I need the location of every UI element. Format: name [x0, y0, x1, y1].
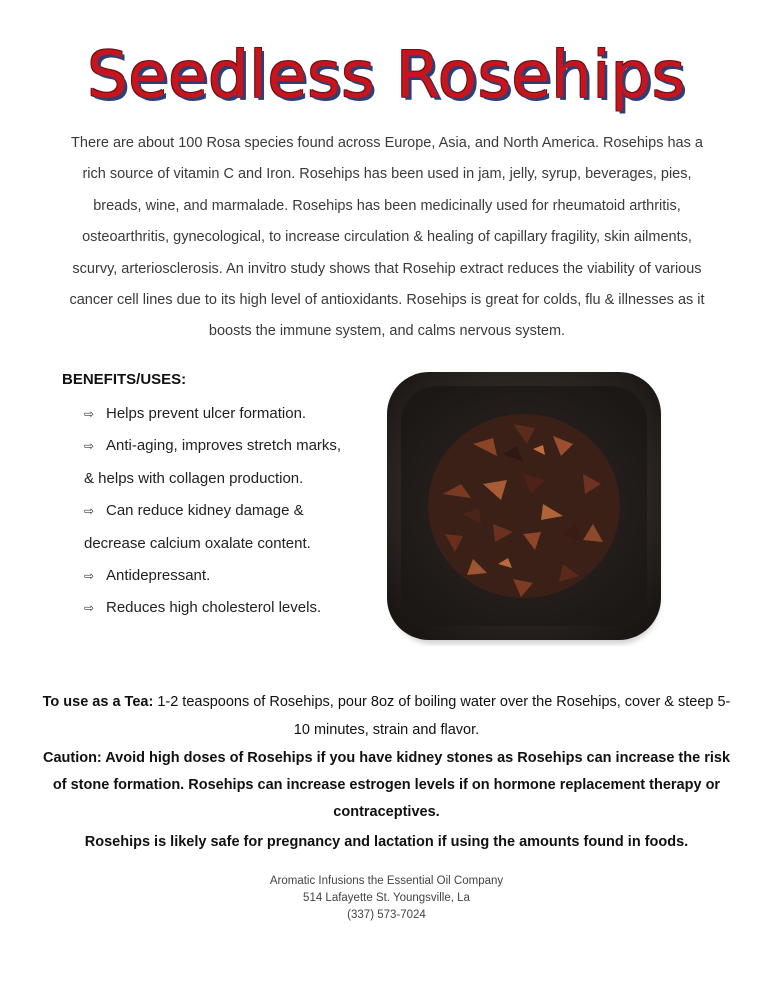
caution-note: Caution: Avoid high doses of Rosehips if you have kidney stones as Rosehips can increase the risk of stone formation. Rosehips can increase estrogen levels if on hormone replacement therapy or contraceptives. — [42, 750, 731, 820]
company-address: 514 Lafayette St. Youngsville, La — [303, 892, 470, 904]
tea-label: To use as a Tea: — [42, 694, 154, 710]
company-name: Aromatic Infusions the Essential Oil Company — [269, 875, 504, 887]
double-arrow-right-icon: ⇨ — [84, 504, 95, 519]
double-arrow-right-icon: ⇨ — [84, 601, 95, 616]
benefit-text: Helps prevent ulcer formation. — [106, 405, 307, 422]
list-item — [84, 495, 346, 560]
pregnancy-note: Rosehips is likely safe for pregnancy and lactation if using the amounts found in foods. — [84, 834, 689, 850]
page-title: Seedless Rosehips — [87, 39, 686, 113]
benefit-text: Anti-aging, improves stretch marks, & helps with collagen production. — [84, 437, 342, 487]
benefit-text: Antidepressant. — [106, 567, 211, 585]
benefit-text: Can reduce kidney damage & decrease calcium oxalate content. — [84, 502, 311, 552]
footer — [0, 873, 773, 924]
list-item — [84, 430, 346, 495]
company-phone: (337) 573-7024 — [347, 909, 426, 921]
list-item — [84, 592, 346, 624]
double-arrow-right-icon: ⇨ — [84, 569, 95, 584]
list-item — [84, 398, 346, 430]
rosehip-pile — [428, 414, 620, 598]
double-arrow-right-icon: ⇨ — [84, 439, 95, 454]
benefit-text: Reduces high cholesterol levels. — [106, 599, 322, 617]
tea-instructions — [40, 688, 733, 744]
benefits-heading: BENEFITS/USES: — [62, 371, 187, 388]
double-arrow-right-icon: ⇨ — [84, 407, 95, 421]
list-item — [84, 560, 346, 592]
intro-paragraph: There are about 100 Rosa species found across Europe, Asia, and North America. Rosehips has a rich source of vitamin C and Iron. Rosehips has been used in jam, jelly, syrup, beverages, pies, breads, wine, and marmalade. Rosehips has been medicinally used for rheumatoid arthritis, osteoarthritis, gynecological, to increase circulation & healing of capillary fragility, skin ailments, scurvy, arteriosclerosis. An invitro study shows that Rosehip extract reduces the viability of various cancer cell lines due to its high level of antioxidants. Rosehips is great for colds, flu & illnesses as it boosts the immune system, and calms nervous system. — [69, 135, 705, 340]
tea-text: 1-2 teaspoons of Rosehips, pour 8oz of boiling water over the Rosehips, cover & steep 5-10 minutes, strain and flavor. — [157, 694, 731, 738]
benefits-list — [84, 398, 346, 625]
rosehips-bowl-image — [383, 364, 665, 646]
